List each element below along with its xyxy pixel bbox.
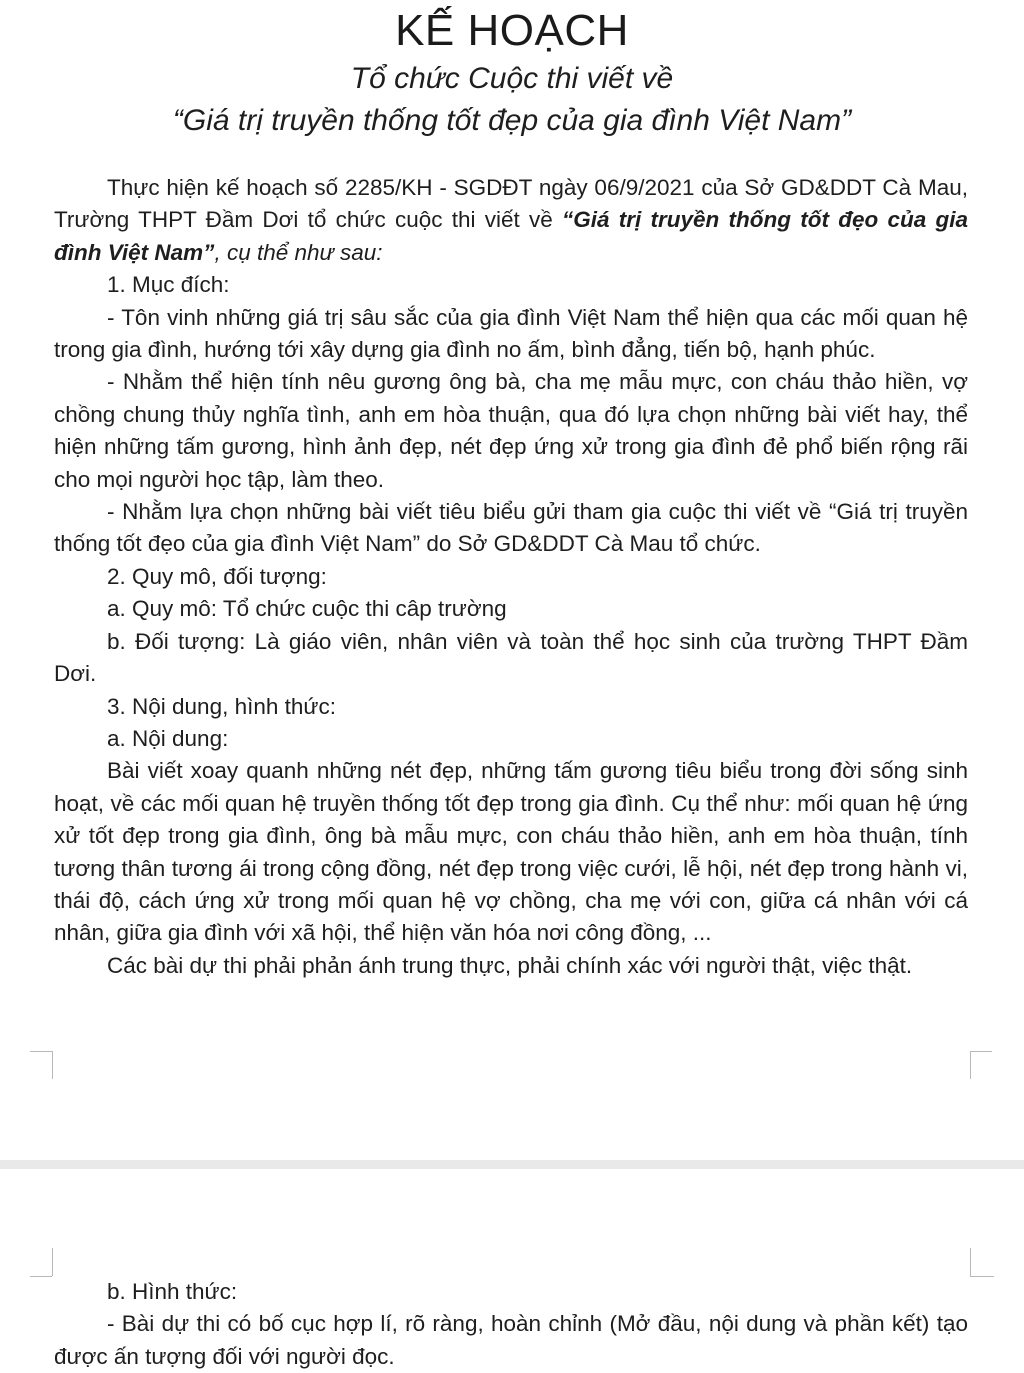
section3-heading: 3. Nội dung, hình thức: — [107, 693, 336, 719]
section2-a-text: Tổ chức cuộc thi câp trường — [217, 596, 507, 622]
document-subtitle-line2: “Giá trị truyền thống tốt đẹp của gia đình Việt Nam” — [172, 104, 852, 137]
margin-corner-mark-left — [30, 1051, 52, 1074]
intro-bold-italic-text: “Giá trị truyền thống tốt đẹo của gia đình Việt Nam” — [54, 207, 968, 265]
section2-b — [54, 626, 968, 691]
margin-corner-mark-right — [970, 1051, 992, 1074]
section3-b-heading: b. Hình thức: — [107, 1279, 238, 1304]
document-title: KẾ HOẠCH — [395, 6, 629, 55]
page2-corner-mark-right-vertical — [970, 1248, 971, 1276]
page-break-gap — [0, 1160, 1024, 1169]
page2-corner-mark-right — [970, 1276, 994, 1277]
section2-a-label: a. Quy mô: — [107, 596, 218, 622]
margin-corner-mark-left-vertical — [52, 1051, 53, 1079]
section2-heading: 2. Quy mô, đối tượng: — [107, 563, 327, 589]
intro-italic-text: , cụ thể như sau: — [214, 239, 383, 265]
section1-item-2: - Nhằm thể hiện tính nêu gương ông bà, cha mẹ mẫu mực, con cháu thảo hiền, vợ chồng chung thủy nghĩa tình, anh em hòa thuận, qua đó lựa chọn những bài viết hay, thể hiện những tấm gương, hình ảnh đẹp, nét đẹp ứng xử trong gia đình đẻ phổ biến rộng rãi cho mọi người học tập, làm theo. — [54, 369, 968, 492]
section3-a-paragraph-1: Bài viết xoay quanh những nét đẹp, những tấm gương tiêu biểu trong đời sống sinh hoạt, về các mối quan hệ truyền thống tốt đẹp trong gia đình. Cụ thể như: mối quan hệ ứng xử tốt đẹp trong gia đình, ông bà mẫu mực, con cháu thảo hiền, anh em hòa thuận, tính tương thân tương ái trong cộng đồng, nét đẹp trong việc cưới, lễ hội, nét đẹp trong hành vi, thái độ, cách ứng xử trong mối quan hệ vợ chồng, cha mẹ với con, giữa cá nhân với cá nhân, giữa gia đình với xã hội, thể hiện văn hóa nơi công đồng, ... — [54, 758, 968, 946]
document-subtitle-line1: Tổ chức Cuộc thi viết về — [350, 62, 674, 95]
section3-a-paragraph-2: Các bài dự thi phải phản ánh trung thực, phải chính xác với người thật, việc thật. — [107, 952, 913, 978]
page2-corner-mark-left — [30, 1276, 52, 1277]
section2-a — [54, 593, 968, 625]
document-body-page-2 — [54, 1276, 968, 1373]
section2-b-text: Là giáo viên, nhân viên và toàn thể học sinh của trường THPT Đầm Dơi. — [54, 628, 968, 687]
margin-corner-mark-right-vertical — [970, 1051, 971, 1079]
intro-plain-text: Thực hiện kế hoạch số 2285/KH - SGDĐT ngày 06/9/2021 của Sở GD&DDT Cà Mau, Trường THPT Đầm Dơi tổ chức cuộc thi viết về — [54, 175, 968, 233]
section1-item-3: - Nhằm lựa chọn những bài viết tiêu biểu gửi tham gia cuộc thi viết về “Giá trị truyền thống tốt đẹo của gia đình Việt Nam” do Sở GD&DDT Cà Mau tổ chức. — [54, 499, 968, 557]
section1-heading: 1. Mục đích: — [107, 272, 230, 298]
section3-a-heading: a. Nội dung: — [107, 725, 229, 751]
section2-b-label: b. Đối tượng: — [107, 628, 246, 654]
section1-item-1: - Tôn vinh những giá trị sâu sắc của gia đình Việt Nam thể hiện qua các mối quan hệ trong gia đình, hướng tới xây dựng gia đình no ấm, bình đẳng, tiến bộ, hạnh phúc. — [54, 304, 968, 363]
document-body — [54, 172, 968, 982]
page2-corner-mark-left-vertical — [52, 1248, 53, 1276]
section3-b-paragraph-1: - Bài dự thi có bố cục hợp lí, rõ ràng, hoàn chỉnh (Mở đầu, nội dung và phần kết) tạo được ấn tượng đối với người đọc. — [54, 1311, 968, 1369]
intro-paragraph — [54, 172, 968, 269]
